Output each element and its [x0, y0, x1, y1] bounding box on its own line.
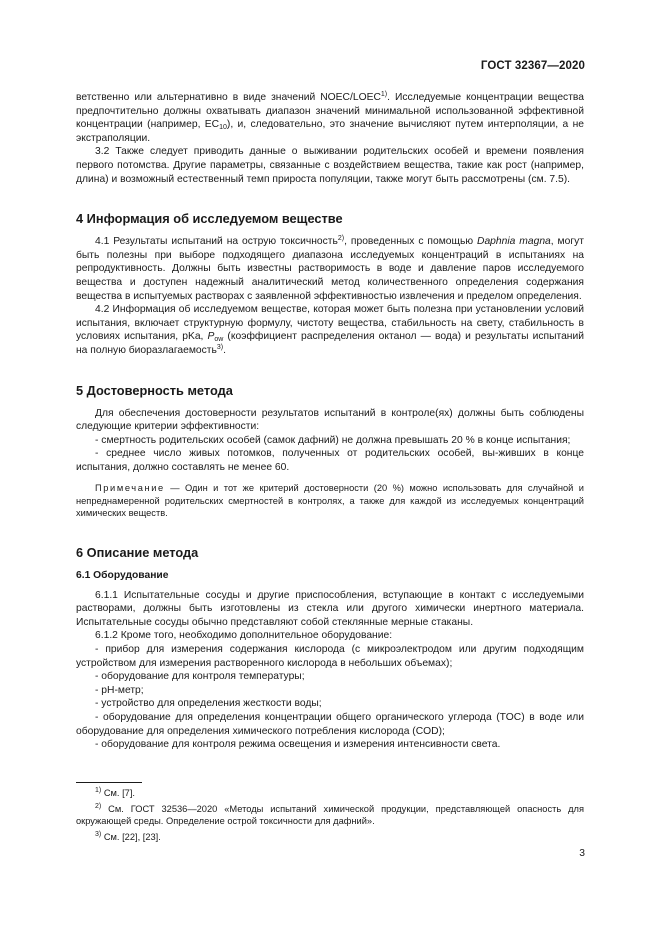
- list-item: - прибор для измерения содержания кислорода (с микроэлектродом или другим подходящим устройством для измерения растворенного кислорода в небольших объемах);: [76, 644, 584, 669]
- footnote-2: [76, 803, 584, 828]
- note: [76, 482, 584, 519]
- paragraph-continuation: [76, 91, 584, 145]
- symbol-p: P: [207, 331, 215, 343]
- species-name: Daphnia magna: [477, 236, 551, 248]
- list-item: - смертность родительских особей (самок дафний) не должна превышать 20 % в конце испытания;: [95, 434, 571, 446]
- text-fragment: (коэффициент распределения октанол — вода) и результаты испытаний на полную биоразлагаемость: [76, 331, 584, 356]
- footnote-mark: 3): [95, 830, 102, 838]
- footnote-ref-1: 1): [380, 91, 388, 98]
- footnote-3: [76, 831, 584, 844]
- document-code: ГОСТ 32367—2020: [480, 60, 585, 72]
- paragraph-6-1-2: 6.1.2 Кроме того, необходимо дополнительное оборудование:: [95, 630, 393, 642]
- text-fragment: , могут быть полезны при выборе подходящего диапазона исследуемых концентраций в испытаниях на репродуктивность. Должны быть известны растворимость в воде и давление паров исследуемого вещества и доступен надежный аналитический метод количественного определения содержания вещества в испытуемых растворах с заявленной эффективностью извлечения и пределом определения.: [76, 236, 584, 302]
- text-fragment: 4.1 Результаты испытаний на острую токсичность: [95, 236, 338, 248]
- page-number: 3: [579, 848, 585, 859]
- text-fragment: , проведенных с помощью: [344, 236, 478, 248]
- subsection-6-1-title: 6.1 Оборудование: [76, 569, 169, 581]
- footnote-separator: [76, 782, 142, 783]
- list-item: - устройство для определения жесткости воды;: [95, 698, 322, 710]
- list-item: - оборудование для определения концентрации общего органического углерода (TOC) в воде или оборудование для определения химического потребления кислорода (COD);: [76, 712, 584, 737]
- footnotes: [76, 787, 584, 846]
- note-label: Примечание: [95, 483, 165, 494]
- paragraph-5-intro: Для обеспечения достоверности результатов испытаний в контроле(ях) должны быть соблюдены следующие критерии эффективности:: [76, 407, 584, 433]
- text-fragment: . Исследуемые концентрации вещества предпочтительно должны охватывать диапазон значений минимальной использованной эффективной концентрации (например, EC: [76, 92, 584, 131]
- footnote-ref-2: 2): [337, 235, 345, 243]
- footnote-1: [76, 787, 584, 800]
- note-text: — Один и тот же критерий достоверности (20 %) можно использовать для случайной и непреднамеренной родительских смертностей в контролях, а также для каждой из исследуемых концентраций химических веществ.: [76, 483, 584, 519]
- footnote-text: См. ГОСТ 32536—2020 «Методы испытаний химической продукции, представляющей опасность для окружающей среды. Определение острой токсичности для дафний».: [76, 803, 584, 827]
- text-fragment: .: [223, 344, 226, 356]
- paragraph-3-2: 3.2 Также следует приводить данные о выживании родительских особей и времени появления первого потомства. Другие параметры, связанные с воздействием вещества, такие как рост (например, длина) и возможный естественный темп прироста популяции, также могут быть рассмотрены (см. 7.5).: [76, 146, 584, 185]
- footnote-text: См. [22], [23].: [101, 831, 161, 842]
- paragraph-4-2: [76, 303, 584, 357]
- list-item: - оборудование для контроля режима освещения и измерения интенсивности света.: [95, 739, 501, 751]
- text-fragment: ), и, следовательно, это значение вычисляют путем интерполяции, а не экстраполяции.: [76, 119, 584, 144]
- text-fragment: ветственно или альтернативно в виде значений NOEC/LOEC: [76, 92, 381, 103]
- paragraph-4-1: [76, 235, 584, 303]
- footnote-mark: 1): [95, 787, 102, 794]
- footnote-ref-3: 3): [216, 343, 224, 351]
- page-content: [76, 91, 584, 752]
- text-fragment: 4.2 Информация об исследуемом веществе, которая может быть полезна при установлении условий испытания, включает структурную формулу, чистоту вещества, стабильность на свету, стабильность в условиях испытания, pKa,: [76, 304, 584, 343]
- footnote-mark: 2): [95, 802, 102, 810]
- subscript: ow: [214, 336, 224, 344]
- list-item: - pH-метр;: [95, 684, 144, 696]
- list-item: - среднее число живых потомков, полученных от родительских особей, вы-живших в конце испытания, должно составлять не менее 60.: [76, 448, 584, 473]
- section-4-title: 4 Информация об исследуемом веществе: [76, 211, 343, 227]
- paragraph-6-1-1: 6.1.1 Испытательные сосуды и другие приспособления, вступающие в контакт с исследуемыми растворами, должны быть изготовлены из стекла или другого химически инертного материала. Испытательные сосуды обычно представляют собой стеклянные мерные стаканы.: [76, 589, 584, 628]
- list-item: - оборудование для контроля температуры;: [95, 671, 305, 683]
- section-5-title: 5 Достоверность метода: [76, 382, 233, 398]
- subscript: 10: [219, 124, 227, 132]
- section-6-title: 6 Описание метода: [76, 544, 199, 560]
- footnote-text: См. [7].: [101, 788, 136, 798]
